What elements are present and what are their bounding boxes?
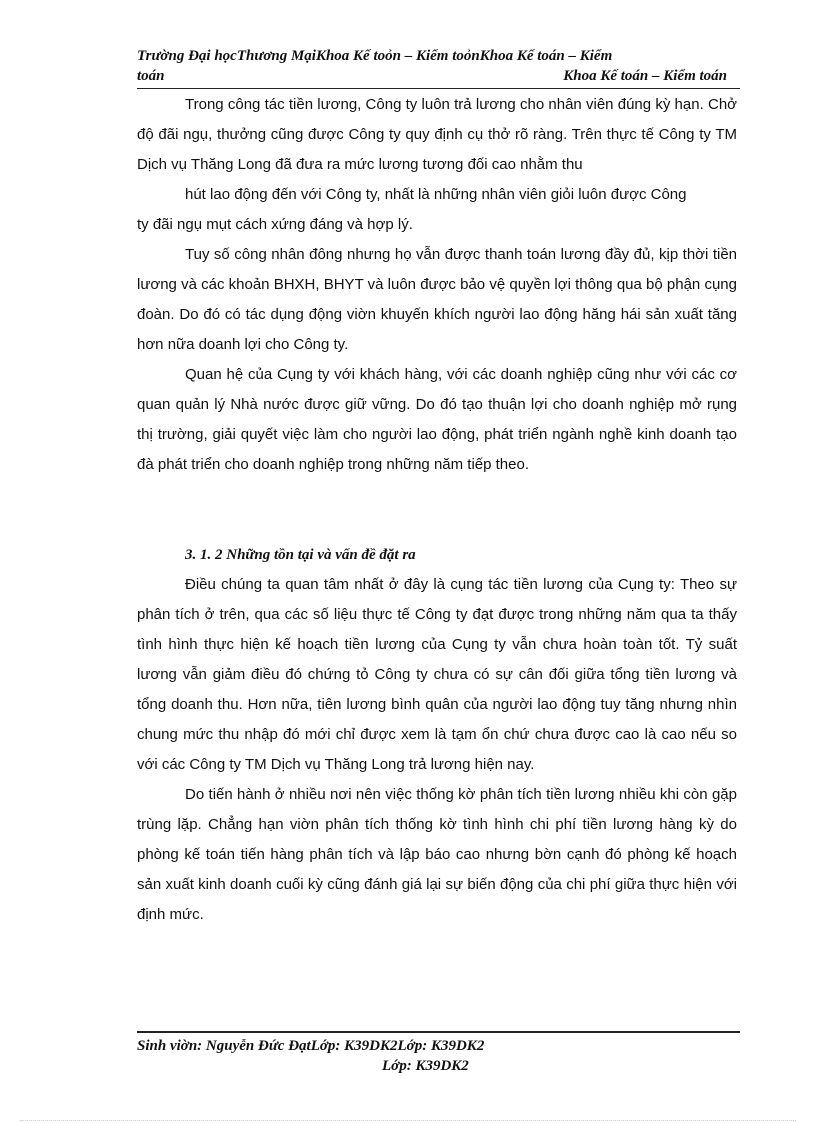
paragraph-workers-paid: Tuy số công nhân đông nhưng họ vẫn được thanh toán lương đầy đủ, kịp thời tiền lương và các khoản BHXH, BHYT và luôn được bảo vệ quyền lợi thông qua bộ phận cụng đoàn. Do đó có tác dụng động viờn khuyến khích người lao động hăng hái sản xuất tăng hơn nữa doanh lợi cho Công ty. xyxy=(137,246,737,353)
page-header xyxy=(137,46,737,86)
header-divider xyxy=(137,88,740,89)
header-line-2-right: Khoa Kế toán – Kiểm toán xyxy=(563,68,727,84)
footer-divider xyxy=(137,1031,740,1033)
section-heading: 3. 1. 2 Những tồn tại và vấn đề đặt ra xyxy=(185,547,416,563)
paragraph-salary-policy: Trong công tác tiền lương, Công ty luôn trả lương cho nhân viên đúng kỳ hạn. Chở độ đãi ngụ, thưởng cũng được Công ty quy định cụ thở rõ ràng. Trên thực tế Công ty TM Dịch vụ Thăng Long đã đưa ra mức lương tương đối cao nhằm thu xyxy=(137,96,737,173)
footer-line-1: Sinh viờn: Nguyễn Đức ĐạtLớp: K39DK2Lớp: K39DK2 xyxy=(137,1038,485,1054)
paragraph-issues: Điều chúng ta quan tâm nhất ở đây là cụng tác tiền lương của Cụng ty: Theo sự phân tích ở trên, qua các số liệu thực tế Công ty đạt được trong những năm qua ta thấy tình hình thực hiện kế hoạch tiền lương của Cụng ty vẫn chưa hoàn toàn tốt. Tỷ suất lương vẫn giảm điều đó chứng tỏ Công ty chưa có sự cân đối giữa tổng tiền lương và tổng doanh thu. Hơn nữa, tiên lương bình quân của người lao động tuy tăng nhưng nhìn chung mức thu nhập đó mới chỉ được xem là tạm ổn chứ chưa được cao là cao nếu so với các Công ty TM Dịch vụ Thăng Long trả lương hiện nay. xyxy=(137,576,737,773)
page-footer xyxy=(137,1036,737,1076)
spacer xyxy=(137,480,737,540)
header-line-2-left: toán xyxy=(137,68,165,84)
paragraph-salary-policy-cont: hút lao động đến với Công ty, nhất là những nhân viên giỏi luôn được Công xyxy=(185,186,687,203)
footer-line-2: Lớp: K39DK2 xyxy=(382,1058,469,1074)
document-body xyxy=(137,90,737,930)
paragraph-salary-policy-end: ty đãi ngụ mụt cách xứng đáng và hợp lý. xyxy=(137,216,413,233)
page-bottom-edge xyxy=(20,1120,796,1121)
paragraph-duplication: Do tiến hành ở nhiều nơi nên việc thống kờ phân tích tiền lương nhiều khi còn gặp trùng lặp. Chẳng hạn viờn phân tích thống kờ tình hình chi phí tiền lương hàng kỳ do phòng kế toán tiến hàng phân tích và lập báo cao nhưng bờn cạnh đó phòng kế hoạch sản xuất kinh doanh cuối kỳ cũng đánh giá lại sự biến động của chi phí giữa thực hiện với định mức. xyxy=(137,786,737,923)
header-line-1: Trường Đại họcThương MạiKhoa Kế toỏn – Kiểm toỏnKhoa Kế toán – Kiểm xyxy=(137,48,613,64)
paragraph-relations: Quan hệ của Cụng ty với khách hàng, với các doanh nghiệp cũng như với các cơ quan quản lý Nhà nước được giữ vững. Do đó tạo thuận lợi cho doanh nghiệp mở rụng thị trường, giải quyết việc làm cho người lao động, phát triển ngành nghề kinh doanh tạo đà phát triển cho doanh nghiệp trong những năm tiếp theo. xyxy=(137,366,737,473)
